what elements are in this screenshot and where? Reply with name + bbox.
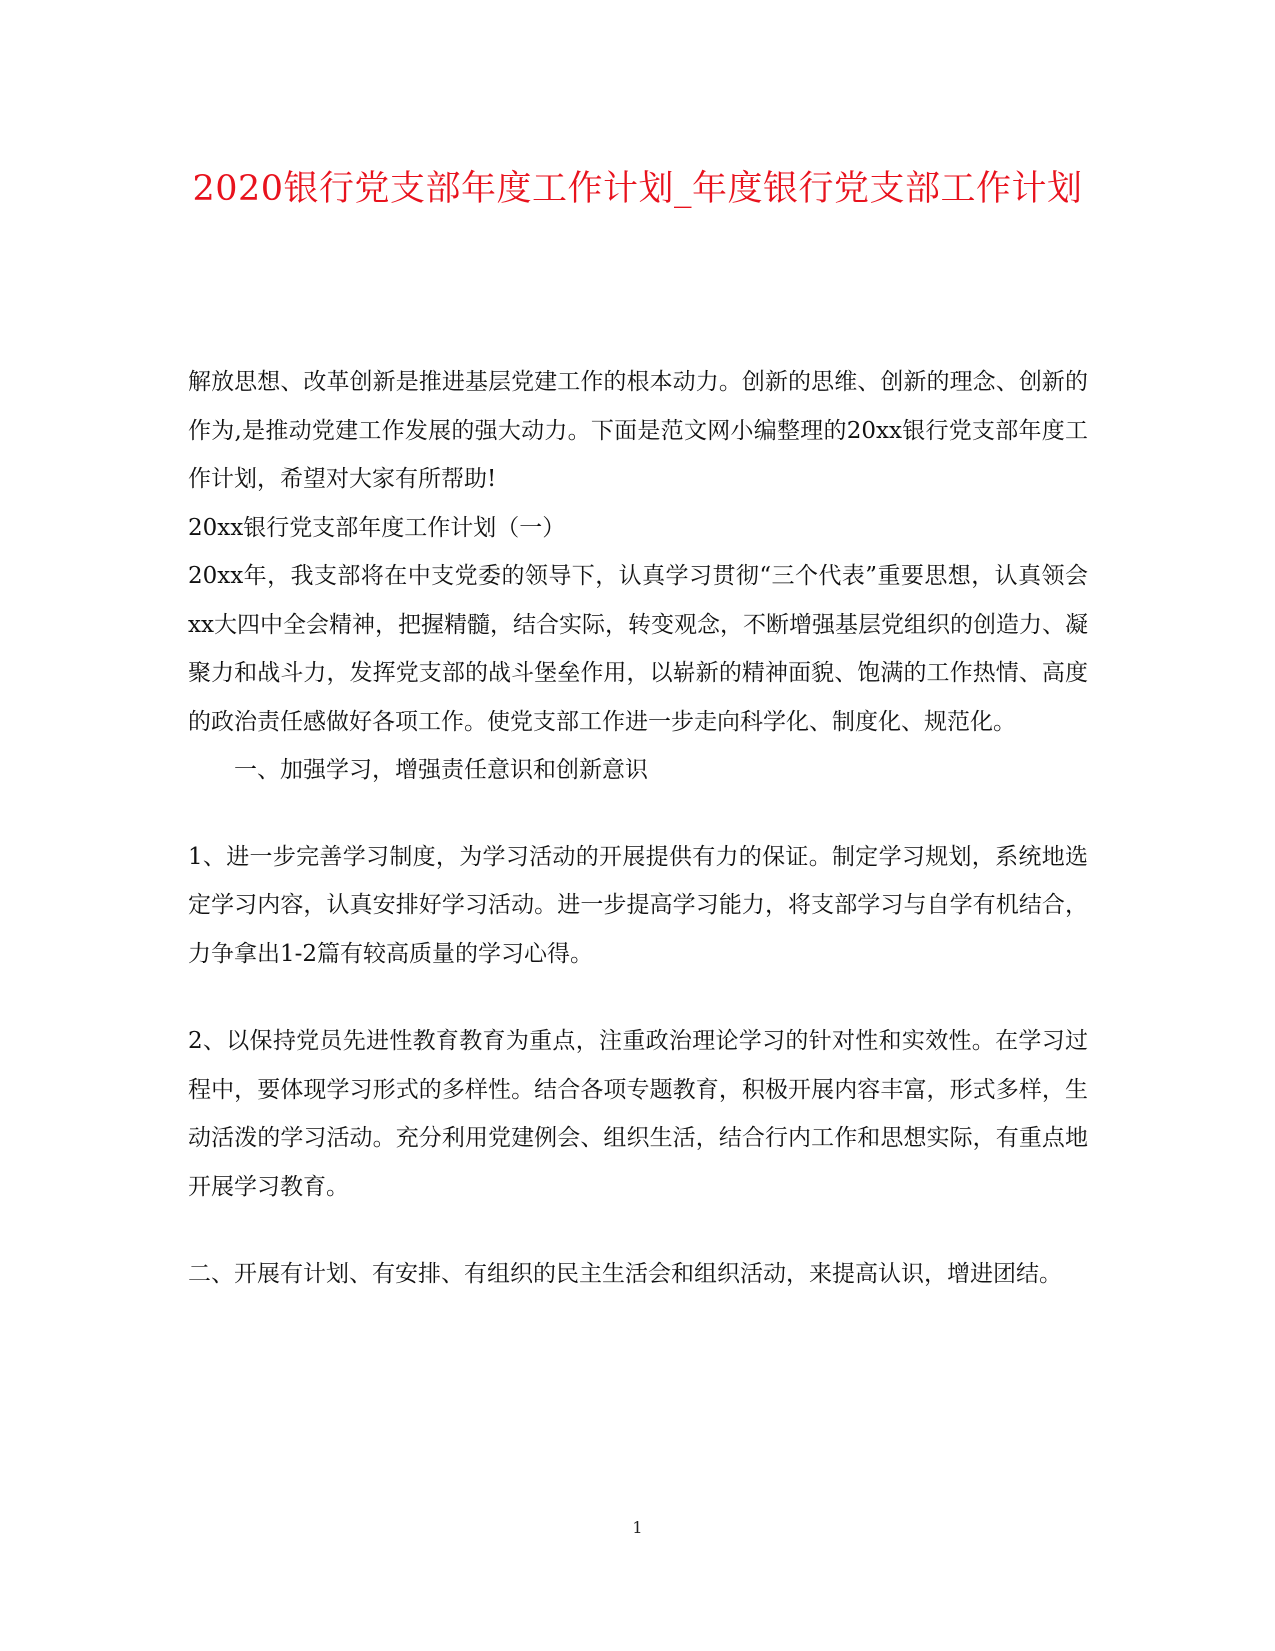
intro-paragraph: 解放思想、改革创新是推进基层党建工作的根本动力。创新的思维、创新的理念、创新的作为,是推动党建工作发展的强大动力。下面是范文网小编整理的20xx银行党支部年度工作计划，希望对大家有所帮助!: [188, 369, 1088, 492]
page-number: 1: [632, 1518, 643, 1537]
section-heading: 20xx银行党支部年度工作计划（一）: [188, 514, 566, 541]
document-title: 2020银行党支部年度工作计划_年度银行党支部工作计划: [192, 169, 1083, 209]
document-body: [188, 358, 1088, 1299]
section-heading-2: 二、开展有计划、有安排、有组织的民主生活会和组织活动，来提高认识，增进团结。: [188, 1261, 1062, 1287]
list-item-1: 1、进一步完善学习制度，为学习活动的开展提供有力的保证。制定学习规划，系统地选定学习内容，认真安排好学习活动。进一步提高学习能力，将支部学习与自学有机结合，力争拿出1-2篇有较高质量的学习心得。: [188, 843, 1088, 967]
subsection-heading: 一、加强学习，增强责任意识和创新意识: [234, 757, 648, 783]
plan-paragraph: 20xx年，我支部将在中支党委的领导下，认真学习贯彻“三个代表”重要思想，认真领会xx大四中全会精神，把握精髓，结合实际，转变观念，不断增强基层党组织的创造力、凝聚力和战斗力，发挥党支部的战斗堡垒作用，以崭新的精神面貌、饱满的工作热情、高度的政治责任感做好各项工作。使党支部工作进一步走向科学化、制度化、规范化。: [188, 563, 1088, 735]
list-item-2: 2、以保持党员先进性教育教育为重点，注重政治理论学习的针对性和实效性。在学习过程中，要体现学习形式的多样性。结合各项专题教育，积极开展内容丰富，形式多样，生动活泼的学习活动。充分利用党建例会、组织生活，结合行内工作和思想实际，有重点地开展学习教育。: [188, 1028, 1088, 1200]
